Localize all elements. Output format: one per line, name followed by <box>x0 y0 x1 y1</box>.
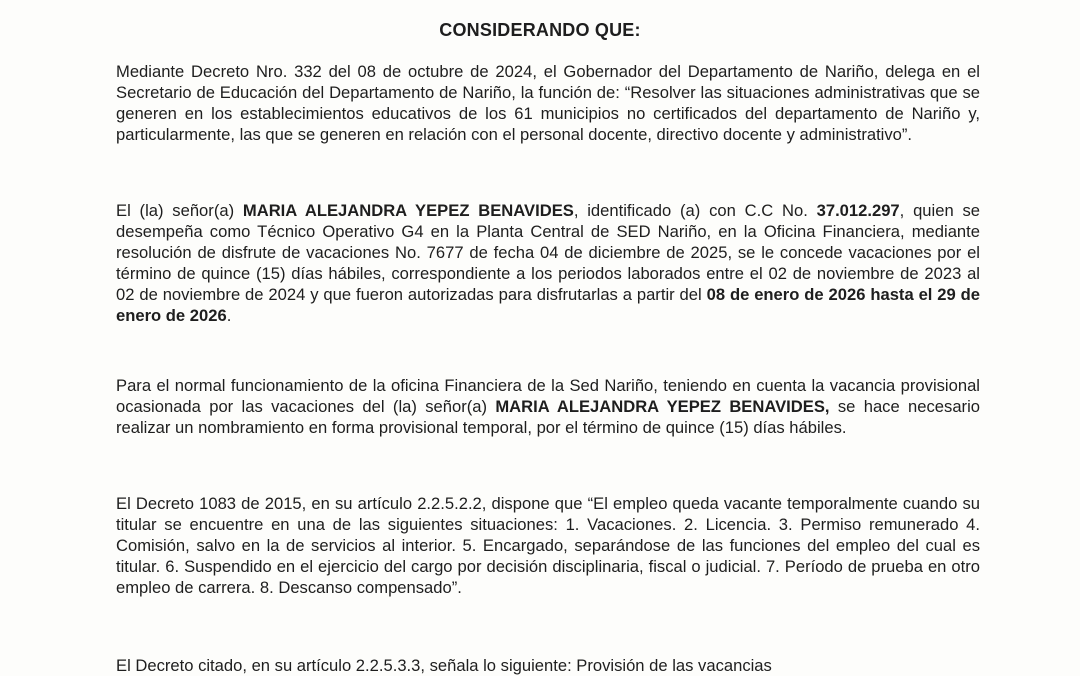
employee-name: MARIA ALEJANDRA YEPEZ BENAVIDES <box>242 201 574 220</box>
paragraph-vacation-grant <box>116 200 980 326</box>
paragraph-text: se hace necesario realizar un nombramiento en forma provisional temporal, por el término de quince (15) días hábiles. <box>116 397 980 437</box>
paragraph-decree-1083 <box>116 493 980 598</box>
paragraph-decree-article <box>116 655 980 676</box>
paragraph-text: , quien se desempeña como Técnico Operativo G4 en la Planta Central de SED Nariño, en la Oficina Financiera, mediante resolución de disfrute de vacaciones No. 7677 de fecha 04 de diciembre de 2025, se le concede vacaciones por el término de quince (15) días hábiles, correspondiente a los periodos laborados entre el 02 de noviembre de 2023 al 02 de noviembre de 2024 y que fueron autorizadas para disfrutarlas a partir del <box>116 201 980 304</box>
vacation-dates: 08 de enero de 2026 hasta el 29 de enero de 2026 <box>116 285 981 325</box>
paragraph-temporary-appointment <box>116 375 980 438</box>
paragraph-text: Mediante Decreto Nro. 332 del 08 de octubre de 2024, el Gobernador del Departamento de Nariño, delega en el Secretario de Educación del Departamento de Nariño, la función de: “Resolver las situaciones administrativas que se generen en los establecimientos educativos de los 61 municipios no certificados del departamento de Nariño y, particularmente, las que se generen en relación con el personal docente, directivo docente y administrativo”. <box>116 62 980 144</box>
employee-id-number: 37.012.297 <box>816 201 900 220</box>
section-heading: CONSIDERANDO QUE: <box>439 20 641 40</box>
paragraph-text: El Decreto 1083 de 2015, en su artículo 2.2.5.2.2, dispone que “El empleo queda vacante temporalmente cuando su titular se encuentre en una de las siguientes situaciones: 1. Vacaciones. 2. Licencia. 3. Permiso remunerado 4. Comisión, salvo en la de servicios al interior. 5. Encargado, separándose de las funciones del empleo del cual es titular. 6. Suspendido en el ejercicio del cargo por decisión disciplinaria, fiscal o judicial. 7. Período de prueba en otro empleo de carrera. 8. Descanso compensado”. <box>116 494 980 597</box>
paragraph-text: Para el normal funcionamiento de la oficina Financiera de la Sed Nariño, teniendo en cuenta la vacancia provisional ocasionada por las vacaciones del (la) señor(a) <box>116 376 980 416</box>
paragraph-text: , identificado (a) con C.C No. <box>573 201 817 220</box>
paragraph-text: El (la) señor(a) <box>116 201 243 220</box>
paragraph-text: . <box>226 306 232 325</box>
paragraph-text: El Decreto citado, en su artículo 2.2.5.3.3, señala lo siguiente: Provisión de las vacancias <box>116 656 772 675</box>
employee-name: MARIA ALEJANDRA YEPEZ BENAVIDES, <box>495 397 830 416</box>
paragraph-decree-delegation <box>116 61 980 145</box>
